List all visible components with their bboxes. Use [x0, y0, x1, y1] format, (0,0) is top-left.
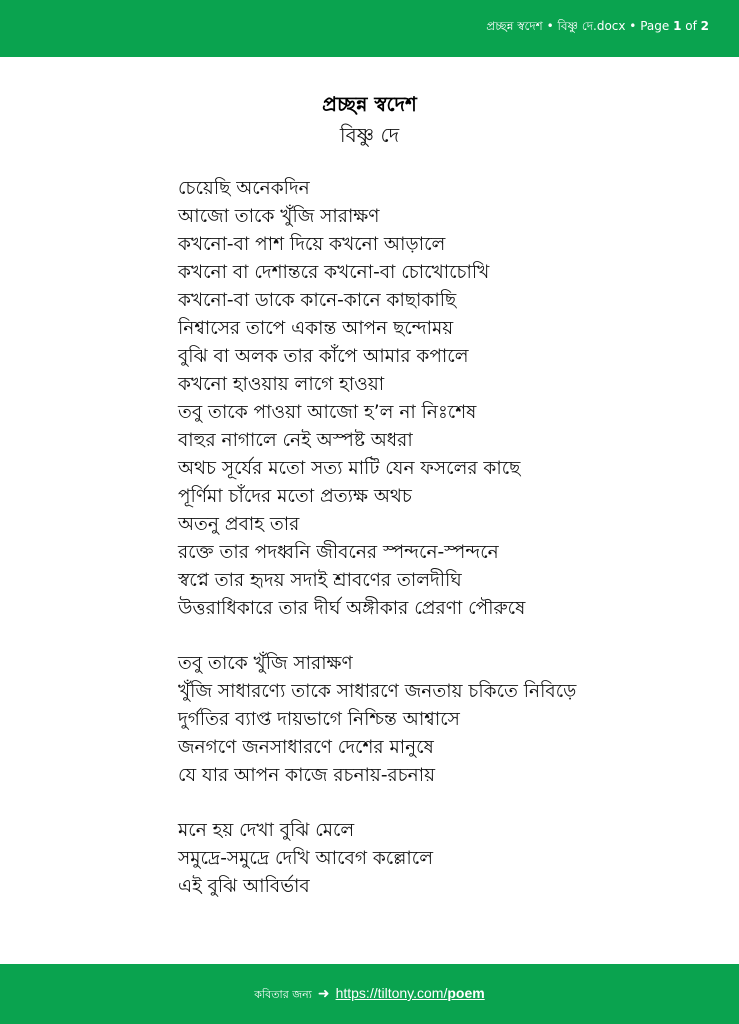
poem-line: বুঝি বা অলক তার কাঁপে আমার কপালে [178, 346, 469, 367]
poem-line: তবু তাকে পাওয়া আজো হ’ল না নিঃশেষ [178, 402, 477, 423]
header-separator: • [542, 19, 558, 33]
poem-line: দুর্গতির ব্যাপ্ত দায়ভাগে নিশ্চিন্ত আশ্বাসে [178, 709, 460, 730]
header-bar [0, 0, 739, 57]
footer-label: কবিতার জন্য [254, 988, 312, 1001]
poem-line: অথচ সূর্যের মতো সত্য মাটি যেন ফসলের কাছে [178, 458, 521, 479]
header-page-of: of [681, 19, 701, 33]
stanza-1 [178, 175, 718, 623]
poem-line: চেয়েছি অনেকদিন [178, 178, 310, 199]
stanza-2 [178, 650, 718, 790]
title-block [0, 90, 739, 150]
footer-link-prefix: https://tiltony.com/ [335, 985, 448, 1001]
poem-author: বিষ্ণু দে [339, 123, 400, 147]
footer-link-bold: poem [447, 985, 485, 1001]
footer-poem-link[interactable] [336, 985, 485, 1001]
poem-line: উত্তরাধিকারে তার দীর্ঘ অঙ্গীকার প্রেরণা পৌরুষে [178, 598, 526, 619]
poem-line: বাহুর নাগালে নেই অস্পষ্ট অধরা [178, 430, 413, 451]
poem-line: সমুদ্রে-সমুদ্রে দেখি আবেগ কল্লোলে [178, 848, 433, 869]
header-page-current: 1 [673, 19, 682, 33]
poem-title: প্রচ্ছন্ন স্বদেশ [322, 92, 417, 116]
stanza-3 [178, 817, 718, 901]
poem-line: কখনো হাওয়ায় লাগে হাওয়া [178, 374, 385, 395]
footer-bar [0, 964, 739, 1024]
poem-line: মনে হয় দেখা বুঝি মেলে [178, 820, 355, 841]
footer [0, 983, 739, 1005]
poem-line: স্বপ্নে তার হৃদয় সদাই শ্রাবণের তালদীঘি [178, 570, 462, 591]
arrow-right-icon: ➜ [317, 986, 330, 1002]
poem-line: অতনু প্রবাহ তার [178, 514, 300, 535]
header-doc-file: বিষ্ণু দে.docx [557, 19, 626, 33]
header-doc-title: প্রচ্ছন্ন স্বদেশ [486, 19, 543, 33]
poem-line: পূর্ণিমা চাঁদের মতো প্রত্যক্ষ অথচ [178, 486, 412, 507]
poem-line: যে যার আপন কাজে রচনায়-রচনায় [178, 765, 435, 786]
header-info [486, 17, 709, 35]
poem-line: খুঁজি সাধারণ্যে তাকে সাধারণে জনতায় চকিতে নিবিড়ে [178, 681, 577, 702]
header-page-word: Page [640, 19, 674, 33]
poem-line: রক্তে তার পদধ্বনি জীবনের স্পন্দনে-স্পন্দনে [178, 542, 499, 563]
poem-line: আজো তাকে খুঁজি সারাক্ষণ [178, 206, 380, 227]
poem-line: জনগণে জনসাধারণে দেশের মানুষে [178, 737, 434, 758]
poem-line: কখনো-বা ডাকে কানে-কানে কাছাকাছি [178, 290, 457, 311]
poem-line: নিশ্বাসের তাপে একান্ত আপন ছন্দোময় [178, 318, 454, 339]
poem-body [178, 175, 718, 928]
poem-line: তবু তাকে খুঁজি সারাক্ষণ [178, 653, 353, 674]
poem-line: কখনো বা দেশান্তরে কখনো-বা চোখোচোখি [178, 262, 490, 283]
poem-line: এই বুঝি আবির্ভাব [178, 876, 310, 897]
header-separator: • [625, 19, 641, 33]
poem-line: কখনো-বা পাশ দিয়ে কখনো আড়ালে [178, 234, 446, 255]
header-page-total: 2 [700, 19, 709, 33]
